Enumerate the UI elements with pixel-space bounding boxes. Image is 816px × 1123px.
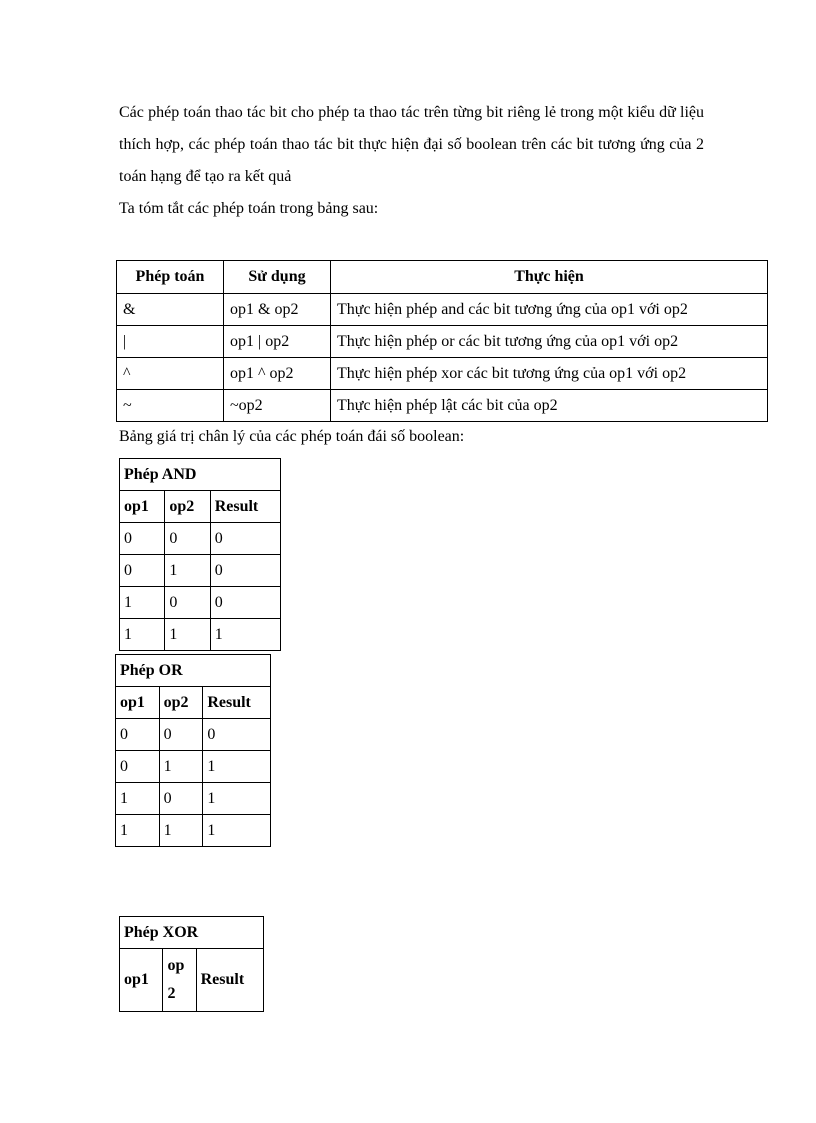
table-cell: 1	[210, 619, 280, 651]
table-row	[116, 783, 271, 815]
header-cell: op1	[120, 949, 163, 1012]
table-cell: 0	[116, 751, 160, 783]
table-row	[120, 587, 281, 619]
table-title-row	[120, 459, 281, 491]
header-cell: Phép toán	[117, 261, 224, 294]
table-cell: 0	[159, 719, 203, 751]
header-cell	[163, 949, 196, 1012]
table-row	[117, 294, 768, 326]
table-row	[116, 751, 271, 783]
table-cell: 0	[210, 587, 280, 619]
table-cell: ^	[117, 358, 224, 390]
table-cell: |	[117, 326, 224, 358]
table-cell: 1	[159, 751, 203, 783]
summary-line: Ta tóm tắt các phép toán trong bảng sau:	[119, 200, 379, 217]
table-cell: op1 ^ op2	[224, 358, 331, 390]
intro-paragraph: Các phép toán thao tác bit cho phép ta thao tác trên từng bit riêng lẻ trong một kiểu dữ liệu thích hợp, các phép toán thao tác bit thực hiện đại số boolean trên các bit tương ứng của 2 toán hạng để tạo ra kết quả	[119, 104, 704, 185]
table-row	[117, 326, 768, 358]
header-cell-line: op	[167, 957, 185, 974]
table-row	[117, 358, 768, 390]
table-cell: 0	[165, 523, 210, 555]
table-cell: 0	[120, 555, 165, 587]
table-row	[116, 719, 271, 751]
table-cell: 1	[120, 587, 165, 619]
header-cell: Thực hiện	[331, 261, 768, 294]
header-cell: op1	[120, 491, 165, 523]
table-cell: 1	[116, 783, 160, 815]
table-row	[116, 815, 271, 847]
table-cell: Thực hiện phép lật các bit của op2	[331, 390, 768, 422]
header-cell: Result	[196, 949, 263, 1012]
table-title: Phép OR	[116, 655, 271, 687]
header-cell: Result	[210, 491, 280, 523]
table-title: Phép XOR	[120, 917, 264, 949]
table-row	[120, 619, 281, 651]
header-cell: Sử dụng	[224, 261, 331, 294]
table-row	[120, 523, 281, 555]
table-row	[117, 390, 768, 422]
table-cell: op1 | op2	[224, 326, 331, 358]
table-cell: ~op2	[224, 390, 331, 422]
table-cell: 0	[120, 523, 165, 555]
table-cell: 0	[116, 719, 160, 751]
table-cell: 0	[203, 719, 271, 751]
or-truth-table	[115, 654, 271, 847]
table-cell: 0	[165, 587, 210, 619]
table-header-row	[120, 491, 281, 523]
truth-table-caption: Bảng giá trị chân lý của các phép toán đái số boolean:	[119, 428, 465, 445]
header-cell: op2	[165, 491, 210, 523]
table-cell: Thực hiện phép xor các bit tương ứng của op1 với op2	[331, 358, 768, 390]
table-cell: Thực hiện phép and các bit tương ứng của op1 với op2	[331, 294, 768, 326]
table-cell: 1	[116, 815, 160, 847]
table-cell: 1	[159, 815, 203, 847]
and-truth-table	[119, 458, 281, 651]
table-title-row	[120, 917, 264, 949]
header-cell: Result	[203, 687, 271, 719]
table-cell: 1	[120, 619, 165, 651]
header-cell-line: 2	[167, 985, 176, 1002]
table-cell: &	[117, 294, 224, 326]
table-cell: ~	[117, 390, 224, 422]
table-title: Phép AND	[120, 459, 281, 491]
table-cell: 0	[210, 523, 280, 555]
table-cell: Thực hiện phép or các bit tương ứng của op1 với op2	[331, 326, 768, 358]
table-cell: 1	[203, 783, 271, 815]
table-cell: 1	[165, 619, 210, 651]
header-cell: op1	[116, 687, 160, 719]
xor-truth-table	[119, 916, 264, 1012]
table-header-row	[120, 949, 264, 1012]
table-title-row	[116, 655, 271, 687]
table-row	[120, 555, 281, 587]
table-header-row	[117, 261, 768, 294]
table-cell: 0	[210, 555, 280, 587]
operators-table	[116, 260, 768, 422]
table-cell: 1	[203, 815, 271, 847]
table-cell: 1	[203, 751, 271, 783]
header-cell: op2	[159, 687, 203, 719]
table-cell: 0	[159, 783, 203, 815]
table-cell: op1 & op2	[224, 294, 331, 326]
table-header-row	[116, 687, 271, 719]
table-cell: 1	[165, 555, 210, 587]
